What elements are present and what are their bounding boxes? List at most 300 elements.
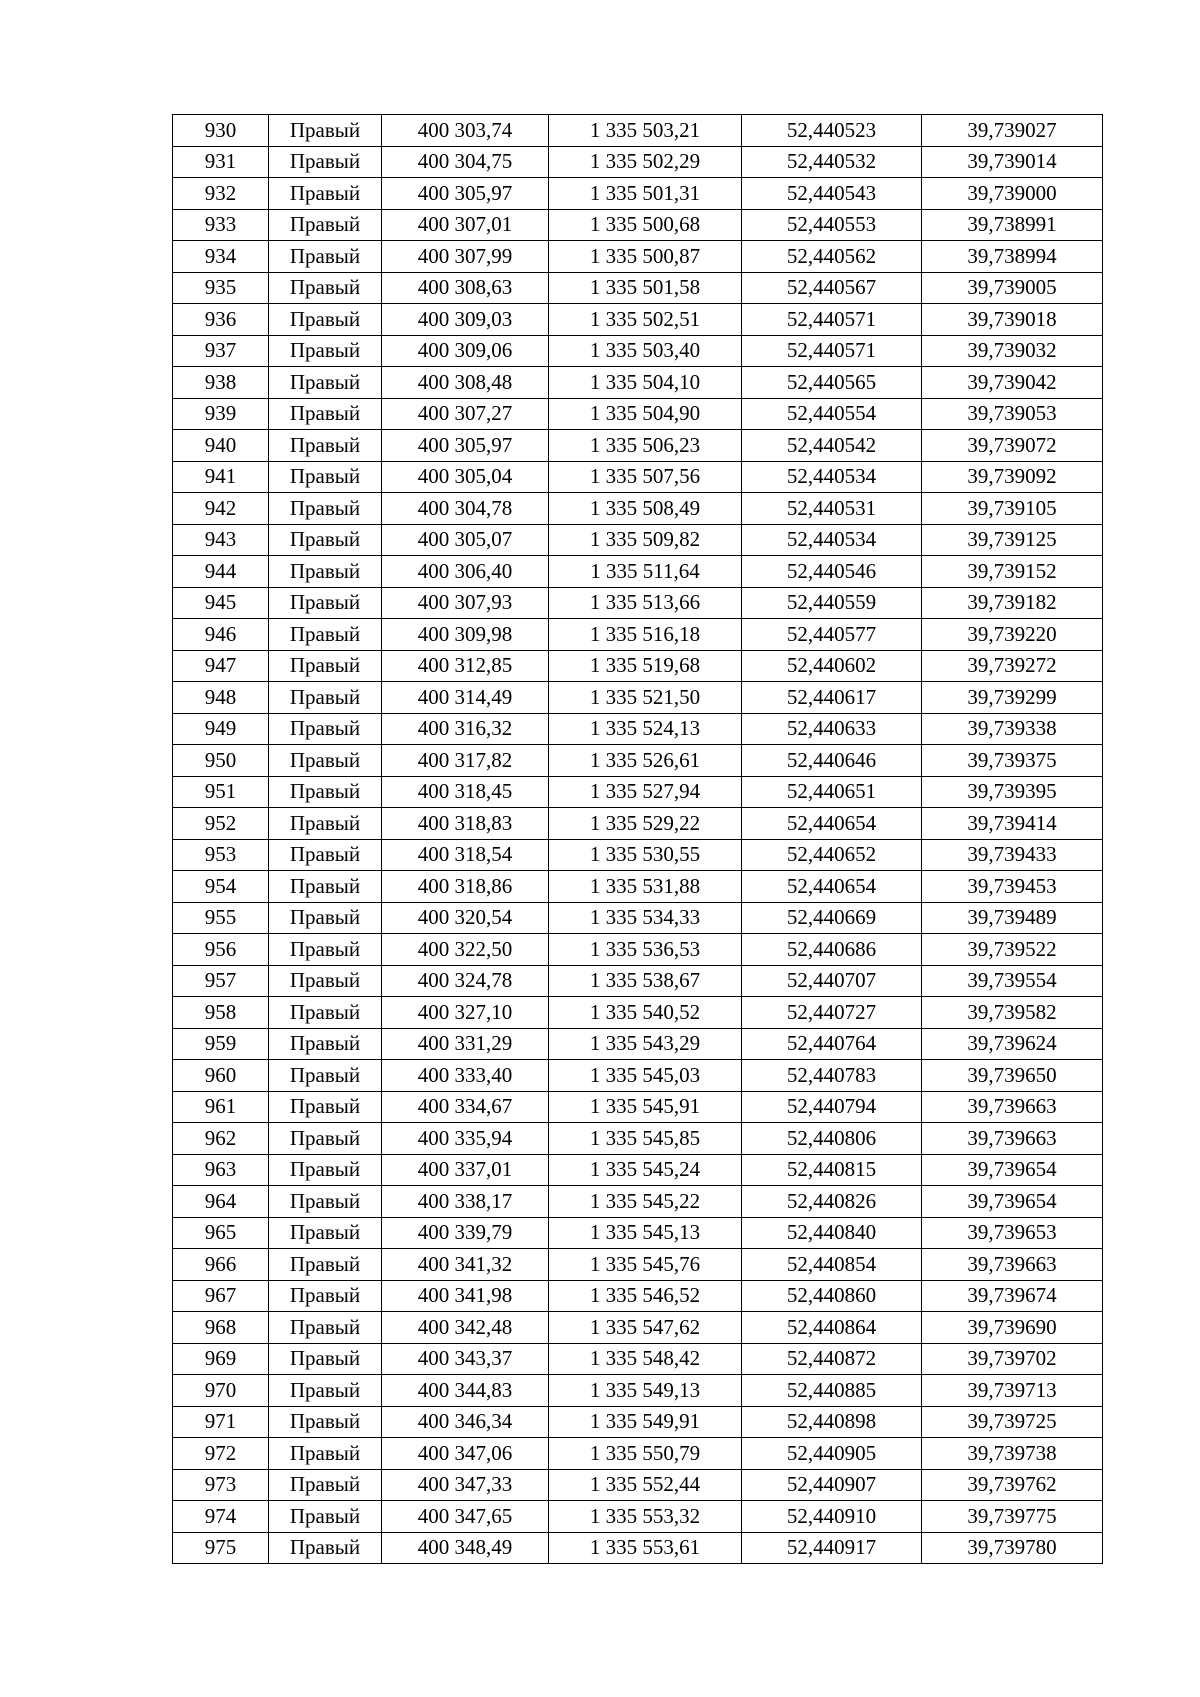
table-row [173, 1312, 1103, 1344]
x-coordinate-cell: 400 307,93 [382, 587, 549, 619]
x-coordinate-cell: 400 334,67 [382, 1091, 549, 1123]
point-number-cell: 941 [173, 461, 269, 493]
table-row [173, 115, 1103, 147]
y-coordinate-cell: 1 335 534,33 [549, 902, 742, 934]
latitude-cell: 52,440646 [742, 745, 922, 777]
longitude-cell: 39,739775 [922, 1501, 1103, 1533]
side-cell: Правый [269, 1060, 382, 1092]
longitude-cell: 39,739738 [922, 1438, 1103, 1470]
point-number-cell: 931 [173, 146, 269, 178]
latitude-cell: 52,440534 [742, 524, 922, 556]
y-coordinate-cell: 1 335 550,79 [549, 1438, 742, 1470]
table-row [173, 209, 1103, 241]
table-row [173, 1249, 1103, 1281]
longitude-cell: 39,739453 [922, 871, 1103, 903]
coordinates-table-body [173, 115, 1103, 1564]
x-coordinate-cell: 400 304,75 [382, 146, 549, 178]
longitude-cell: 39,739152 [922, 556, 1103, 588]
table-row [173, 997, 1103, 1029]
side-cell: Правый [269, 1091, 382, 1123]
y-coordinate-cell: 1 335 526,61 [549, 745, 742, 777]
side-cell: Правый [269, 997, 382, 1029]
table-row [173, 1028, 1103, 1060]
side-cell: Правый [269, 241, 382, 273]
y-coordinate-cell: 1 335 549,91 [549, 1406, 742, 1438]
side-cell: Правый [269, 650, 382, 682]
point-number-cell: 944 [173, 556, 269, 588]
y-coordinate-cell: 1 335 508,49 [549, 493, 742, 525]
table-row [173, 146, 1103, 178]
x-coordinate-cell: 400 303,74 [382, 115, 549, 147]
point-number-cell: 932 [173, 178, 269, 210]
y-coordinate-cell: 1 335 524,13 [549, 713, 742, 745]
point-number-cell: 946 [173, 619, 269, 651]
point-number-cell: 950 [173, 745, 269, 777]
y-coordinate-cell: 1 335 545,13 [549, 1217, 742, 1249]
point-number-cell: 959 [173, 1028, 269, 1060]
y-coordinate-cell: 1 335 502,29 [549, 146, 742, 178]
table-row [173, 1154, 1103, 1186]
table-row [173, 1532, 1103, 1564]
x-coordinate-cell: 400 341,98 [382, 1280, 549, 1312]
longitude-cell: 39,738991 [922, 209, 1103, 241]
latitude-cell: 52,440553 [742, 209, 922, 241]
table-row [173, 808, 1103, 840]
latitude-cell: 52,440686 [742, 934, 922, 966]
point-number-cell: 964 [173, 1186, 269, 1218]
x-coordinate-cell: 400 317,82 [382, 745, 549, 777]
y-coordinate-cell: 1 335 545,91 [549, 1091, 742, 1123]
longitude-cell: 39,739702 [922, 1343, 1103, 1375]
x-coordinate-cell: 400 307,99 [382, 241, 549, 273]
x-coordinate-cell: 400 343,37 [382, 1343, 549, 1375]
y-coordinate-cell: 1 335 501,58 [549, 272, 742, 304]
y-coordinate-cell: 1 335 543,29 [549, 1028, 742, 1060]
side-cell: Правый [269, 1154, 382, 1186]
side-cell: Правый [269, 146, 382, 178]
latitude-cell: 52,440727 [742, 997, 922, 1029]
side-cell: Правый [269, 587, 382, 619]
longitude-cell: 39,739272 [922, 650, 1103, 682]
latitude-cell: 52,440531 [742, 493, 922, 525]
side-cell: Правый [269, 1028, 382, 1060]
table-row [173, 1280, 1103, 1312]
latitude-cell: 52,440543 [742, 178, 922, 210]
side-cell: Правый [269, 1406, 382, 1438]
longitude-cell: 39,738994 [922, 241, 1103, 273]
x-coordinate-cell: 400 333,40 [382, 1060, 549, 1092]
table-row [173, 178, 1103, 210]
y-coordinate-cell: 1 335 507,56 [549, 461, 742, 493]
side-cell: Правый [269, 398, 382, 430]
point-number-cell: 945 [173, 587, 269, 619]
point-number-cell: 935 [173, 272, 269, 304]
latitude-cell: 52,440885 [742, 1375, 922, 1407]
side-cell: Правый [269, 1343, 382, 1375]
latitude-cell: 52,440917 [742, 1532, 922, 1564]
latitude-cell: 52,440783 [742, 1060, 922, 1092]
table-row [173, 1406, 1103, 1438]
x-coordinate-cell: 400 305,97 [382, 430, 549, 462]
longitude-cell: 39,739375 [922, 745, 1103, 777]
side-cell: Правый [269, 1501, 382, 1533]
x-coordinate-cell: 400 339,79 [382, 1217, 549, 1249]
x-coordinate-cell: 400 309,98 [382, 619, 549, 651]
point-number-cell: 939 [173, 398, 269, 430]
y-coordinate-cell: 1 335 529,22 [549, 808, 742, 840]
y-coordinate-cell: 1 335 548,42 [549, 1343, 742, 1375]
point-number-cell: 955 [173, 902, 269, 934]
side-cell: Правый [269, 619, 382, 651]
latitude-cell: 52,440571 [742, 304, 922, 336]
x-coordinate-cell: 400 327,10 [382, 997, 549, 1029]
longitude-cell: 39,739220 [922, 619, 1103, 651]
latitude-cell: 52,440565 [742, 367, 922, 399]
side-cell: Правый [269, 1469, 382, 1501]
latitude-cell: 52,440707 [742, 965, 922, 997]
side-cell: Правый [269, 1375, 382, 1407]
side-cell: Правый [269, 1280, 382, 1312]
x-coordinate-cell: 400 308,48 [382, 367, 549, 399]
table-row [173, 965, 1103, 997]
point-number-cell: 972 [173, 1438, 269, 1470]
y-coordinate-cell: 1 335 511,64 [549, 556, 742, 588]
side-cell: Правый [269, 871, 382, 903]
side-cell: Правый [269, 1217, 382, 1249]
table-row [173, 398, 1103, 430]
latitude-cell: 52,440840 [742, 1217, 922, 1249]
table-row [173, 619, 1103, 651]
point-number-cell: 965 [173, 1217, 269, 1249]
longitude-cell: 39,739489 [922, 902, 1103, 934]
y-coordinate-cell: 1 335 500,87 [549, 241, 742, 273]
table-row [173, 493, 1103, 525]
side-cell: Правый [269, 178, 382, 210]
point-number-cell: 962 [173, 1123, 269, 1155]
table-row [173, 1186, 1103, 1218]
x-coordinate-cell: 400 316,32 [382, 713, 549, 745]
table-row [173, 902, 1103, 934]
y-coordinate-cell: 1 335 545,76 [549, 1249, 742, 1281]
point-number-cell: 937 [173, 335, 269, 367]
longitude-cell: 39,739299 [922, 682, 1103, 714]
latitude-cell: 52,440872 [742, 1343, 922, 1375]
latitude-cell: 52,440559 [742, 587, 922, 619]
latitude-cell: 52,440654 [742, 871, 922, 903]
y-coordinate-cell: 1 335 503,21 [549, 115, 742, 147]
point-number-cell: 975 [173, 1532, 269, 1564]
longitude-cell: 39,739032 [922, 335, 1103, 367]
latitude-cell: 52,440651 [742, 776, 922, 808]
table-row [173, 430, 1103, 462]
point-number-cell: 949 [173, 713, 269, 745]
point-number-cell: 968 [173, 1312, 269, 1344]
side-cell: Правый [269, 934, 382, 966]
latitude-cell: 52,440652 [742, 839, 922, 871]
table-row [173, 587, 1103, 619]
point-number-cell: 956 [173, 934, 269, 966]
longitude-cell: 39,739018 [922, 304, 1103, 336]
y-coordinate-cell: 1 335 502,51 [549, 304, 742, 336]
y-coordinate-cell: 1 335 545,85 [549, 1123, 742, 1155]
longitude-cell: 39,739653 [922, 1217, 1103, 1249]
point-number-cell: 952 [173, 808, 269, 840]
x-coordinate-cell: 400 318,54 [382, 839, 549, 871]
side-cell: Правый [269, 713, 382, 745]
latitude-cell: 52,440633 [742, 713, 922, 745]
longitude-cell: 39,739092 [922, 461, 1103, 493]
table-row [173, 272, 1103, 304]
y-coordinate-cell: 1 335 501,31 [549, 178, 742, 210]
table-row [173, 1469, 1103, 1501]
y-coordinate-cell: 1 335 545,22 [549, 1186, 742, 1218]
latitude-cell: 52,440577 [742, 619, 922, 651]
y-coordinate-cell: 1 335 552,44 [549, 1469, 742, 1501]
table-row [173, 1123, 1103, 1155]
longitude-cell: 39,739690 [922, 1312, 1103, 1344]
latitude-cell: 52,440864 [742, 1312, 922, 1344]
longitude-cell: 39,739414 [922, 808, 1103, 840]
latitude-cell: 52,440554 [742, 398, 922, 430]
longitude-cell: 39,739654 [922, 1186, 1103, 1218]
point-number-cell: 933 [173, 209, 269, 241]
table-row [173, 839, 1103, 871]
y-coordinate-cell: 1 335 540,52 [549, 997, 742, 1029]
point-number-cell: 961 [173, 1091, 269, 1123]
latitude-cell: 52,440907 [742, 1469, 922, 1501]
x-coordinate-cell: 400 341,32 [382, 1249, 549, 1281]
x-coordinate-cell: 400 320,54 [382, 902, 549, 934]
point-number-cell: 963 [173, 1154, 269, 1186]
y-coordinate-cell: 1 335 545,24 [549, 1154, 742, 1186]
x-coordinate-cell: 400 318,86 [382, 871, 549, 903]
y-coordinate-cell: 1 335 553,61 [549, 1532, 742, 1564]
x-coordinate-cell: 400 347,65 [382, 1501, 549, 1533]
longitude-cell: 39,739105 [922, 493, 1103, 525]
longitude-cell: 39,739014 [922, 146, 1103, 178]
longitude-cell: 39,739654 [922, 1154, 1103, 1186]
y-coordinate-cell: 1 335 500,68 [549, 209, 742, 241]
y-coordinate-cell: 1 335 530,55 [549, 839, 742, 871]
table-row [173, 1343, 1103, 1375]
y-coordinate-cell: 1 335 553,32 [549, 1501, 742, 1533]
longitude-cell: 39,739000 [922, 178, 1103, 210]
y-coordinate-cell: 1 335 527,94 [549, 776, 742, 808]
point-number-cell: 951 [173, 776, 269, 808]
side-cell: Правый [269, 1249, 382, 1281]
side-cell: Правый [269, 335, 382, 367]
latitude-cell: 52,440905 [742, 1438, 922, 1470]
x-coordinate-cell: 400 338,17 [382, 1186, 549, 1218]
longitude-cell: 39,739663 [922, 1123, 1103, 1155]
y-coordinate-cell: 1 335 509,82 [549, 524, 742, 556]
y-coordinate-cell: 1 335 519,68 [549, 650, 742, 682]
side-cell: Правый [269, 1438, 382, 1470]
side-cell: Правый [269, 556, 382, 588]
y-coordinate-cell: 1 335 503,40 [549, 335, 742, 367]
latitude-cell: 52,440669 [742, 902, 922, 934]
table-row [173, 367, 1103, 399]
x-coordinate-cell: 400 309,03 [382, 304, 549, 336]
y-coordinate-cell: 1 335 536,53 [549, 934, 742, 966]
point-number-cell: 960 [173, 1060, 269, 1092]
side-cell: Правый [269, 745, 382, 777]
side-cell: Правый [269, 115, 382, 147]
side-cell: Правый [269, 493, 382, 525]
point-number-cell: 974 [173, 1501, 269, 1533]
point-number-cell: 934 [173, 241, 269, 273]
point-number-cell: 957 [173, 965, 269, 997]
side-cell: Правый [269, 682, 382, 714]
latitude-cell: 52,440567 [742, 272, 922, 304]
latitude-cell: 52,440860 [742, 1280, 922, 1312]
longitude-cell: 39,739182 [922, 587, 1103, 619]
x-coordinate-cell: 400 318,83 [382, 808, 549, 840]
longitude-cell: 39,739663 [922, 1091, 1103, 1123]
latitude-cell: 52,440617 [742, 682, 922, 714]
side-cell: Правый [269, 839, 382, 871]
side-cell: Правый [269, 808, 382, 840]
point-number-cell: 953 [173, 839, 269, 871]
longitude-cell: 39,739072 [922, 430, 1103, 462]
side-cell: Правый [269, 1532, 382, 1564]
table-row [173, 1438, 1103, 1470]
y-coordinate-cell: 1 335 547,62 [549, 1312, 742, 1344]
x-coordinate-cell: 400 305,07 [382, 524, 549, 556]
longitude-cell: 39,739650 [922, 1060, 1103, 1092]
point-number-cell: 930 [173, 115, 269, 147]
x-coordinate-cell: 400 331,29 [382, 1028, 549, 1060]
side-cell: Правый [269, 1123, 382, 1155]
latitude-cell: 52,440794 [742, 1091, 922, 1123]
x-coordinate-cell: 400 337,01 [382, 1154, 549, 1186]
x-coordinate-cell: 400 348,49 [382, 1532, 549, 1564]
y-coordinate-cell: 1 335 521,50 [549, 682, 742, 714]
longitude-cell: 39,739780 [922, 1532, 1103, 1564]
point-number-cell: 970 [173, 1375, 269, 1407]
point-number-cell: 966 [173, 1249, 269, 1281]
table-row [173, 241, 1103, 273]
longitude-cell: 39,739713 [922, 1375, 1103, 1407]
latitude-cell: 52,440654 [742, 808, 922, 840]
x-coordinate-cell: 400 305,04 [382, 461, 549, 493]
longitude-cell: 39,739522 [922, 934, 1103, 966]
table-row [173, 524, 1103, 556]
x-coordinate-cell: 400 308,63 [382, 272, 549, 304]
side-cell: Правый [269, 304, 382, 336]
x-coordinate-cell: 400 306,40 [382, 556, 549, 588]
x-coordinate-cell: 400 312,85 [382, 650, 549, 682]
point-number-cell: 943 [173, 524, 269, 556]
side-cell: Правый [269, 209, 382, 241]
table-row [173, 682, 1103, 714]
table-row [173, 713, 1103, 745]
table-row [173, 934, 1103, 966]
y-coordinate-cell: 1 335 513,66 [549, 587, 742, 619]
longitude-cell: 39,739663 [922, 1249, 1103, 1281]
latitude-cell: 52,440815 [742, 1154, 922, 1186]
x-coordinate-cell: 400 309,06 [382, 335, 549, 367]
table-row [173, 461, 1103, 493]
x-coordinate-cell: 400 346,34 [382, 1406, 549, 1438]
coordinates-table [172, 114, 1103, 1564]
latitude-cell: 52,440546 [742, 556, 922, 588]
y-coordinate-cell: 1 335 516,18 [549, 619, 742, 651]
longitude-cell: 39,739395 [922, 776, 1103, 808]
point-number-cell: 967 [173, 1280, 269, 1312]
x-coordinate-cell: 400 322,50 [382, 934, 549, 966]
side-cell: Правый [269, 776, 382, 808]
x-coordinate-cell: 400 307,27 [382, 398, 549, 430]
x-coordinate-cell: 400 305,97 [382, 178, 549, 210]
point-number-cell: 969 [173, 1343, 269, 1375]
longitude-cell: 39,739762 [922, 1469, 1103, 1501]
latitude-cell: 52,440532 [742, 146, 922, 178]
y-coordinate-cell: 1 335 504,10 [549, 367, 742, 399]
longitude-cell: 39,739042 [922, 367, 1103, 399]
side-cell: Правый [269, 1312, 382, 1344]
longitude-cell: 39,739338 [922, 713, 1103, 745]
point-number-cell: 971 [173, 1406, 269, 1438]
longitude-cell: 39,739725 [922, 1406, 1103, 1438]
latitude-cell: 52,440562 [742, 241, 922, 273]
point-number-cell: 954 [173, 871, 269, 903]
y-coordinate-cell: 1 335 531,88 [549, 871, 742, 903]
x-coordinate-cell: 400 342,48 [382, 1312, 549, 1344]
longitude-cell: 39,739053 [922, 398, 1103, 430]
longitude-cell: 39,739624 [922, 1028, 1103, 1060]
longitude-cell: 39,739125 [922, 524, 1103, 556]
side-cell: Правый [269, 1186, 382, 1218]
point-number-cell: 942 [173, 493, 269, 525]
longitude-cell: 39,739433 [922, 839, 1103, 871]
longitude-cell: 39,739554 [922, 965, 1103, 997]
latitude-cell: 52,440826 [742, 1186, 922, 1218]
side-cell: Правый [269, 902, 382, 934]
y-coordinate-cell: 1 335 549,13 [549, 1375, 742, 1407]
table-row [173, 1501, 1103, 1533]
side-cell: Правый [269, 430, 382, 462]
table-row [173, 1091, 1103, 1123]
y-coordinate-cell: 1 335 538,67 [549, 965, 742, 997]
longitude-cell: 39,739027 [922, 115, 1103, 147]
table-row [173, 650, 1103, 682]
y-coordinate-cell: 1 335 506,23 [549, 430, 742, 462]
x-coordinate-cell: 400 347,06 [382, 1438, 549, 1470]
point-number-cell: 973 [173, 1469, 269, 1501]
table-row [173, 1217, 1103, 1249]
x-coordinate-cell: 400 335,94 [382, 1123, 549, 1155]
table-row [173, 745, 1103, 777]
point-number-cell: 948 [173, 682, 269, 714]
table-row [173, 335, 1103, 367]
latitude-cell: 52,440854 [742, 1249, 922, 1281]
latitude-cell: 52,440534 [742, 461, 922, 493]
x-coordinate-cell: 400 324,78 [382, 965, 549, 997]
table-row [173, 776, 1103, 808]
x-coordinate-cell: 400 344,83 [382, 1375, 549, 1407]
table-row [173, 1060, 1103, 1092]
side-cell: Правый [269, 461, 382, 493]
side-cell: Правый [269, 272, 382, 304]
point-number-cell: 936 [173, 304, 269, 336]
table-row [173, 556, 1103, 588]
latitude-cell: 52,440542 [742, 430, 922, 462]
latitude-cell: 52,440910 [742, 1501, 922, 1533]
point-number-cell: 958 [173, 997, 269, 1029]
y-coordinate-cell: 1 335 546,52 [549, 1280, 742, 1312]
y-coordinate-cell: 1 335 545,03 [549, 1060, 742, 1092]
